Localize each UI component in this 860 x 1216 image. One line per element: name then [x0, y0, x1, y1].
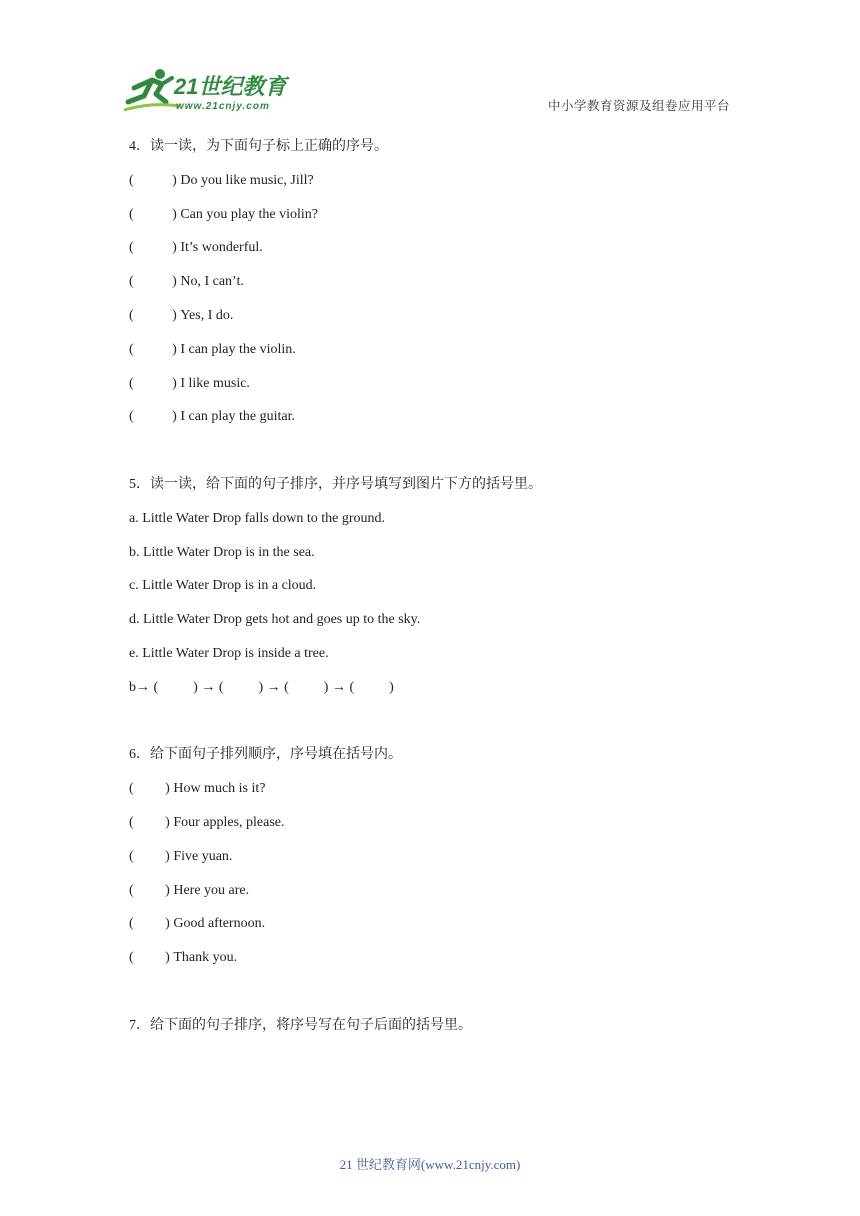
q4-title: 4．读一读，为下面句子标上正确的序号。: [129, 139, 388, 154]
answer-bracket[interactable]: ( ): [129, 206, 181, 222]
q7-title: 7．给下面的句子排序，将序号写在句子后面的括号里。: [129, 1017, 472, 1033]
answer-bracket[interactable]: ( ): [129, 781, 174, 797]
q4-item: ( ) No, I can’t.: [129, 272, 749, 306]
q6-item: ( ) Here you are.: [129, 881, 749, 915]
answer-bracket[interactable]: ( ): [129, 341, 181, 357]
spacer: [129, 712, 749, 746]
page-header: [0, 0, 860, 130]
q6-item: ( ) Thank you.: [129, 948, 749, 982]
svg-text:21世纪教育: 21世纪教育: [174, 74, 287, 99]
answer-bracket[interactable]: ( ): [129, 409, 181, 425]
site-slogan: 中小学教育资源及组卷应用平台: [548, 99, 731, 113]
runner-logo-icon: [122, 66, 292, 116]
q6-item: ( ) Four apples, please.: [129, 813, 749, 847]
answer-bracket[interactable]: ( ): [129, 274, 181, 290]
answer-bracket[interactable]: ( ): [129, 172, 181, 188]
q4-item: ( ) Do you like music, Jill?: [129, 171, 749, 205]
q5-item: a. Little Water Drop falls down to the ground.: [129, 510, 385, 526]
worksheet-content: [129, 137, 749, 1050]
q6-item: ( ) Five yuan.: [129, 847, 749, 881]
answer-bracket[interactable]: ( ): [129, 848, 174, 864]
svg-text:www.21cnjy.com: www.21cnjy.com: [176, 101, 270, 112]
q5-item: d. Little Water Drop gets hot and goes up to the sky.: [129, 612, 421, 628]
q6-item: ( ) How much is it?: [129, 779, 749, 813]
q6-item: ( ) Good afternoon.: [129, 914, 749, 948]
q4-item: ( ) I can play the violin.: [129, 340, 749, 374]
q4-item: ( ) Can you play the violin?: [129, 205, 749, 239]
answer-bracket[interactable]: ( ): [129, 307, 181, 323]
answer-bracket[interactable]: ( ): [129, 882, 174, 898]
q4-item: ( ) It’s wonderful.: [129, 238, 749, 272]
q5-item: c. Little Water Drop is in a cloud.: [129, 578, 317, 594]
q5-sequence-answer[interactable]: b→ ( ) → ( ) → ( ) → ( ): [129, 679, 394, 695]
answer-bracket[interactable]: ( ): [129, 950, 174, 966]
q5-item: b. Little Water Drop is in the sea.: [129, 544, 315, 560]
spacer: [129, 982, 749, 1016]
q4-item: ( ) I like music.: [129, 374, 749, 408]
spacer: [129, 441, 749, 475]
page-footer[interactable]: 21 世纪教育网(www.21cnjy.com): [339, 1157, 521, 1172]
q6-title: 6．给下面句子排列顺序，序号填在括号内。: [129, 747, 402, 763]
site-logo[interactable]: [122, 66, 292, 116]
answer-bracket[interactable]: ( ): [129, 814, 174, 830]
q4-item: ( ) Yes, I do.: [129, 306, 749, 340]
answer-bracket[interactable]: ( ): [129, 240, 181, 256]
answer-bracket[interactable]: ( ): [129, 375, 181, 391]
answer-bracket[interactable]: ( ): [129, 916, 174, 932]
q5-title: 5．读一读，给下面的句子排序，并序号填写到图片下方的括号里。: [129, 476, 542, 492]
q5-item: e. Little Water Drop is inside a tree.: [129, 645, 329, 661]
q4-item: ( ) I can play the guitar.: [129, 407, 749, 441]
